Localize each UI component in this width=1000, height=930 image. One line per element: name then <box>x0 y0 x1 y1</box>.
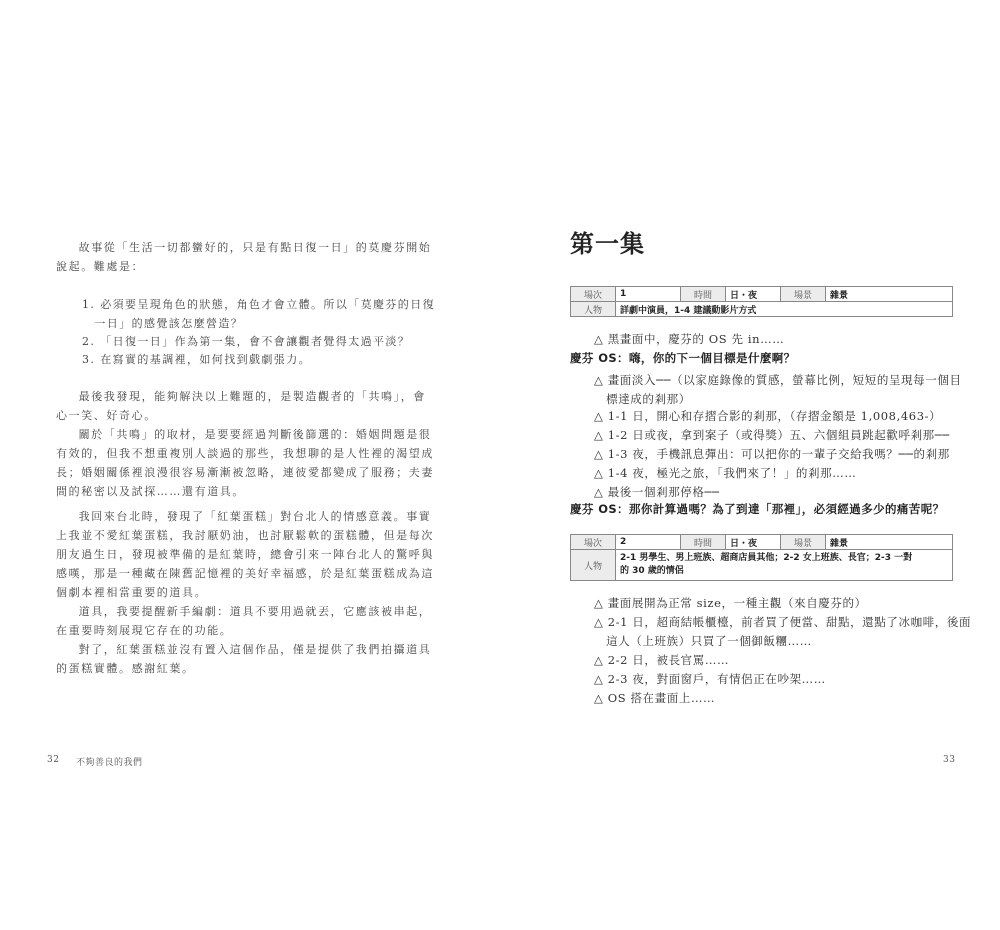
cast-label: 人物 <box>571 302 616 317</box>
episode-title: 第一集 <box>570 230 645 258</box>
paragraph-line: 心一笑、好奇心。 <box>56 409 157 422</box>
place-label: 場景 <box>781 535 826 550</box>
scene-number: 2 <box>616 535 681 550</box>
place-value: 雜景 <box>826 287 953 302</box>
stage-direction: △ 黑畫面中，慶芬的 OS 先 in…… <box>594 332 785 346</box>
time-label: 時間 <box>681 535 726 550</box>
list-item: 一日」的感覺該怎麼營造？ <box>82 317 244 330</box>
scene-table-2 <box>570 534 953 581</box>
stage-direction: △ 1-1 日，開心和存摺合影的剎那，（存摺金額是 1,008,463-） <box>594 409 942 423</box>
page-number: 32 <box>47 755 60 765</box>
paragraph-line: 的蛋糕實體。感謝紅葉。 <box>56 662 195 675</box>
scene-table-1 <box>570 286 953 317</box>
stage-direction: △ 最後一個剎那停格── <box>594 485 720 499</box>
stage-direction: △ 畫面淡入──（以家庭錄像的質感，螢幕比例，短短的呈現每一個目 <box>594 373 962 387</box>
dialogue-line: 慶芬 OS：那你計算過嗎？為了到達「那裡」，必須經過多少的痛苦呢？ <box>570 502 945 516</box>
paragraph-line: 故事從「生活一切都蠻好的，只是有點日復一日」的莫慶芬開始 <box>66 241 432 254</box>
stage-direction: △ 1-2 日或夜，拿到案子（或得獎）五、六個組員跳起歡呼剎那── <box>594 428 950 442</box>
stage-direction: △ 2-3 夜，對面窗戶，有情侶正在吵架…… <box>594 672 826 686</box>
paragraph-line: 最後我發現，能夠解決以上難題的，是製造觀者的「共鳴」，會 <box>66 390 426 403</box>
list-item: 3. 在寫實的基調裡，如何找到戲劇張力。 <box>82 353 311 366</box>
paragraph-line: 長；婚姻關係裡浪漫很容易漸漸被忽略，連彼愛都變成了服務；夫妻 <box>56 466 434 479</box>
scene-number: 1 <box>616 287 681 302</box>
stage-direction: △ 1-4 夜，極光之旅，「我們來了！」的剎那…… <box>594 466 857 480</box>
cast-label: 人物 <box>571 550 616 581</box>
stage-direction: 標達成的剎那） <box>594 392 691 406</box>
place-value: 雜景 <box>826 535 953 550</box>
paragraph-line: 朋友過生日，發現被準備的是紅葉時，總會引來一陣台北人的驚呼與 <box>56 548 434 561</box>
paragraph-line: 我回來台北時，發現了「紅葉蛋糕」對台北人的情感意義。事實 <box>66 510 432 523</box>
running-title: 不夠善良的我們 <box>76 758 143 768</box>
paragraph-line: 有效的，但我不想重複別人談過的那些，我想聊的是人性裡的渴望成 <box>56 447 434 460</box>
paragraph-line: 在重要時刻展現它存在的功能。 <box>56 624 233 637</box>
paragraph-line: 感嘆，那是一種藏在陳舊記憶裡的美好幸福感，於是紅葉蛋糕成為這 <box>56 567 434 580</box>
time-value: 日・夜 <box>726 535 781 550</box>
scene-label: 場次 <box>571 535 616 550</box>
stage-direction: 這人（上班族）只買了一個御飯糰…… <box>594 634 812 648</box>
list-item: 2. 「日復一日」作為第一集，會不會讓觀者覺得太過平淡？ <box>82 335 411 348</box>
paragraph-line: 關於「共鳴」的取材，是要要經過判斷後篩選的：婚姻問題是很 <box>66 428 432 441</box>
dialogue-line: 慶芬 OS：嗨，你的下一個目標是什麼啊？ <box>570 351 796 365</box>
stage-direction: △ 2-1 日，超商結帳櫃檯，前者買了便當、甜點，還點了冰咖啡，後面 <box>594 615 972 629</box>
stage-direction: △ OS 搭在畫面上…… <box>594 691 716 705</box>
scene-label: 場次 <box>571 287 616 302</box>
cast-value: 詳劇中演員，1-4 建議動影片方式 <box>616 302 953 317</box>
stage-direction: △ 1-3 夜，手機訊息彈出：可以把你的一輩子交給我嗎？──的剎那 <box>594 447 950 461</box>
cast-value <box>616 550 953 581</box>
paragraph-line: 說起。難處是： <box>56 260 145 273</box>
page-number: 33 <box>943 755 956 765</box>
time-label: 時間 <box>681 287 726 302</box>
stage-direction: △ 2-2 日，被長官罵…… <box>594 653 730 667</box>
paragraph-line: 上我並不愛紅葉蛋糕，我討厭奶油，也討厭鬆軟的蛋糕體，但是每次 <box>56 529 434 542</box>
paragraph-line: 個劇本裡相當重要的道具。 <box>56 586 208 599</box>
time-value: 日・夜 <box>726 287 781 302</box>
stage-direction: △ 畫面展開為正常 size，一種主觀（來自慶芬的） <box>594 596 867 610</box>
paragraph-line: 對了，紅葉蛋糕並沒有置入這個作品，僅是提供了我們拍攝道具 <box>66 643 432 656</box>
paragraph-line: 道具，我要提醒新手編劇：道具不要用過就丟，它應該被串起， <box>66 605 432 618</box>
list-item: 1. 必須要呈現角色的狀態，角色才會立體。所以「莫慶芬的日復 <box>82 298 435 311</box>
cast-line: 2-1 男學生、男上班族、超商店員其他；2-2 女上班族、長官；2-3 一對 <box>620 553 913 563</box>
paragraph-line: 間的秘密以及試探……還有道具。 <box>56 485 245 498</box>
place-label: 場景 <box>781 287 826 302</box>
cast-line: 的 30 歲的情侶 <box>620 566 684 576</box>
